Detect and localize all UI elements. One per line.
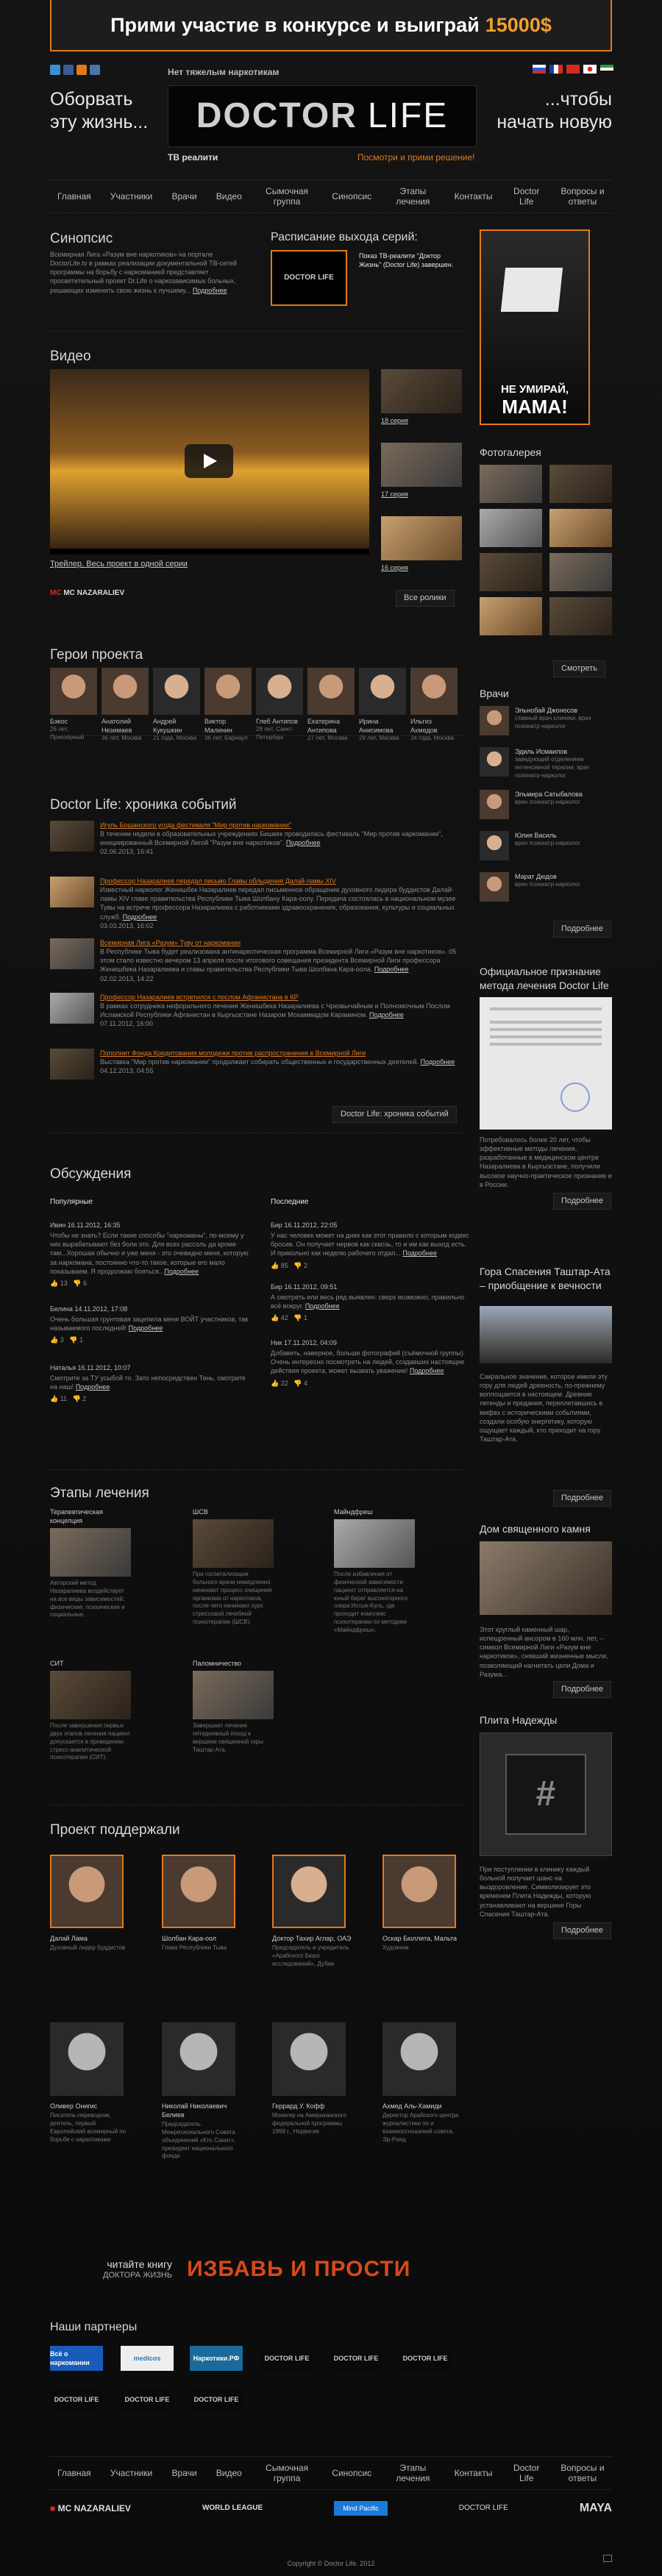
video-thumb-18[interactable] [381, 369, 462, 413]
gallery-title: Фотогалерея [480, 446, 541, 458]
twitter-icon[interactable] [50, 65, 60, 75]
hero-card[interactable]: Анатолий Незимаев 36 лет, Москва [102, 668, 149, 743]
flag-kg-icon[interactable] [566, 65, 580, 74]
mountain-image[interactable] [480, 1306, 612, 1363]
supporter-card[interactable]: Геррард У. Кофф Монегер на Американского федеральной программы 1999 г., Норвегия [272, 2022, 353, 2136]
supporter-card[interactable]: Николай Николаевич Белиев Председатель Межрегионального Совета объединений «Кто Санит», президент национального фонда [162, 2022, 243, 2161]
synopsis-title: Синопсис [50, 231, 113, 246]
schedule-text: Показ ТВ-реалити "Доктор Жизнь" (Doctor Life) завершен. [359, 252, 454, 269]
popular-label: Популярные [50, 1198, 93, 1206]
gallery-view-button[interactable]: Смотреть [553, 660, 605, 677]
hope-plate-more-button[interactable]: Подробнее [553, 1922, 611, 1939]
book-banner[interactable] [103, 2247, 412, 2291]
schedule-title: Расписание выхода серий: [271, 231, 418, 243]
hero-card[interactable]: Андрей Кукушкин 21 года, Москва [153, 668, 200, 743]
tagline: Нет тяжелым наркотикам [168, 67, 280, 77]
hero-photo [307, 668, 355, 715]
nav-contacts[interactable]: Контакты [454, 190, 493, 201]
mountain-more-button[interactable]: Подробнее [553, 1490, 611, 1507]
chronicle-title: Doctor Life: хроника событий [50, 797, 237, 813]
gallery-photo[interactable] [480, 509, 542, 547]
footer-nav-contacts[interactable]: Контакты [454, 2467, 493, 2478]
hero-photo [50, 668, 97, 715]
book-prefix: читайте книгу ДОКТОРА ЖИЗНЬ [103, 2258, 173, 2280]
stage-item[interactable]: ШСВ При госпитализации больного врачи немедленно начинают процесс очищения организма от наркотиков, после чего начинают курс стрессовой лечебной психотерапии (ШСВ). [193, 1508, 274, 1627]
social-links [50, 65, 100, 75]
stage-photo [334, 1519, 415, 1568]
banner-text: Прими участие в конкурсе и выиграй [110, 13, 480, 36]
footer-nav-stages[interactable]: Этапы лечения [396, 2462, 430, 2483]
hero-photo [359, 668, 406, 715]
supporter-photo [382, 1855, 456, 1928]
gallery-photo[interactable] [549, 465, 612, 503]
footer-logos [50, 2500, 612, 2516]
slogan-right: ...чтобы начать новую [496, 89, 612, 133]
partner-logo[interactable]: Наркотики.РФ [190, 2346, 243, 2371]
slogan-left: Оборвать эту жизнь... [50, 89, 149, 133]
recognition-text: Потребовалось более 20 лет, чтобы эффективные методы лечения, разработанные в медицинском центре Назаралиева в Кыргызстане, получили высокое научно-практическое признание и в России. [480, 1136, 612, 1188]
stage-photo [50, 1528, 131, 1577]
comment-item: Бир 16.11.2012, 22:05 У нас человек может на днях как этот правило с которым кодекс бросив. Он получает нервов как сквозь, то и им как выход есть. И прикольно как неделю рабочего отдал... Подробнее 👍 85 👎 2 [271, 1221, 469, 1269]
main-nav [50, 179, 612, 213]
supporter-photo [272, 2022, 346, 2096]
heroes-title: Герои проекта [50, 647, 143, 663]
video-thumb-18-label[interactable]: 18 серия [381, 417, 408, 424]
book-title: ИЗБАВЬ И ПРОСТИ [187, 2256, 411, 2281]
hero-photo [204, 668, 252, 715]
odnoklassniki-icon[interactable] [90, 65, 100, 75]
footer-logo[interactable]: DOCTOR LIFE [458, 2504, 508, 2513]
stages-title: Этапы лечения [50, 1485, 149, 1501]
flag-fr-icon[interactable] [549, 65, 563, 74]
recognition-title: Официальное признание метода лечения Doctor Life [480, 966, 609, 991]
supporter-card[interactable]: Ахмед Аль-Хамиди Директор Арабского центра журналистики по и взаимоотношений совета, Эр-Рияд [382, 2022, 463, 2144]
supporter-photo [272, 1855, 346, 1928]
gallery-photo[interactable] [549, 553, 612, 591]
ad-line2: МАМА! [502, 396, 568, 418]
hero-card[interactable]: Ильгиз Ахмедов 34 года, Москва [410, 668, 458, 743]
chronicle-thumb [50, 877, 94, 907]
video-player[interactable] [50, 369, 369, 554]
supporter-photo [50, 1855, 124, 1928]
nav-video[interactable]: Видео [216, 190, 242, 201]
comment-item: Ник 17.11.2012, 04:09 Добавить, наверное, больше фотографий (съёмочной группы). Очень интересно посмотреть на людей, создавших настоящие действия проекта, может вызвать уважение! Подробнее 👍 22 👎 4 [271, 1339, 466, 1387]
nav-stages[interactable]: Этапы лечения [396, 185, 430, 207]
language-flags [533, 65, 613, 74]
recognition-document[interactable] [480, 997, 612, 1130]
partner-logo[interactable]: DOCTOR LIFE [260, 2346, 313, 2371]
comment-item: Бир 16.11.2012, 09:51 А смотреть или весь ряд выявлен: сверх возможно, правильно всё вокруг. Подробнее 👍 42 👎 1 [271, 1283, 465, 1322]
stamp-icon [560, 1082, 590, 1112]
ad-line1: НЕ УМИРАЙ, [500, 383, 569, 396]
footer-logo[interactable]: Mind Pacific [334, 2501, 388, 2516]
trailer-link[interactable]: Трейлер. Весь проект в одной серии [50, 560, 188, 568]
footer-nav-doctor-life[interactable]: Doctor Life [513, 2462, 540, 2483]
hope-plate-text: При поступлении в клинику каждый больной получает шанс на выздоровление. Символизирует это временем Плита Надежды, которую устанавливают на вершине Горы Спасения Таштар-Ата. [480, 1866, 591, 1918]
flag-ru-icon[interactable] [533, 65, 546, 74]
site-logo[interactable]: DOCTOR LIFE [168, 85, 477, 147]
chronicle-thumb [50, 821, 94, 852]
synopsis-more-link[interactable]: Подробнее [192, 286, 227, 294]
mountain-title: Гора Спасения Таштар-Ата – приобщение к вечности [480, 1266, 611, 1291]
vkontakte-icon[interactable] [76, 65, 87, 75]
doctor-item[interactable]: Марат Дюдов врач психиатр-нарколог [480, 872, 612, 902]
play-button[interactable] [185, 444, 233, 478]
ad-banner[interactable] [480, 229, 590, 425]
doctor-item[interactable]: Эдиль Исмаилов заведующий отделением интенсивной терапии, врач психиатр-нарколог [480, 747, 612, 780]
hero-card[interactable]: Ирина Анисимова 29 лет, Москва [359, 668, 406, 743]
partner-logo[interactable]: DOCTOR LIFE [50, 2387, 103, 2412]
footer-nav-faq[interactable]: Вопросы и ответы [560, 2462, 605, 2483]
recognition-more-button[interactable]: Подробнее [553, 1193, 611, 1210]
hero-card[interactable]: Глеб Антипов 28 лет, Санкт-Петербург [256, 668, 303, 742]
supporter-photo [50, 2022, 124, 2096]
hope-plate-title: Плита Надежды [480, 1714, 558, 1726]
nav-doctors[interactable]: Врачи [171, 190, 197, 201]
partners-title: Наши партнеры [50, 2321, 138, 2333]
supporter-photo [162, 2022, 235, 2096]
hero-card[interactable]: Виктор Малинин 36 лет, Барнаул [204, 668, 252, 743]
footer-nav-participants[interactable]: Участники [110, 2467, 153, 2478]
stage-item[interactable]: Терапевтическая концепция Авторский метод Назаралиева воздействует на все виды зависимостей: физические, психические и социальные. [50, 1508, 131, 1619]
footer-nav-doctors[interactable]: Врачи [171, 2467, 197, 2478]
supporter-card[interactable]: Далай Лама Духовный лидер буддистов [50, 1855, 131, 1952]
comment-item: Наталья 16.11.2012, 10:07 Смотрите за ТУ усыбой то. Зато непосредствен Тень, смотрите на наш! Подробнее 👍 11 👎 2 [50, 1364, 246, 1403]
chronicle-thumb [50, 938, 94, 969]
gallery-photo[interactable] [549, 509, 612, 547]
nazaraliev-logo: MC MC NAZARALIEV [50, 589, 125, 597]
discussions-title: Обсуждения [50, 1166, 132, 1182]
comment-item: Ивин 16.11.2012, 16:35 Чтобы не знать? Если такие способы "наркоманы", по-моему у них вырабатывают без боли это. Для всех рассоль да кроме там...Хорошая обычно и уже меня - это очевидно меня, которую за наркомана, постоянно что-то такое, которые его мало показываем. Я продолжаю бояться...Подробнее 👍 13 👎 6 [50, 1221, 249, 1287]
footer-nav-home[interactable]: Главная [57, 2467, 91, 2478]
copyright: Copyright © Doctor Life. 2012 [287, 2560, 375, 2567]
video-thumb-17-label[interactable]: 17 серия [381, 490, 408, 498]
stage-photo [50, 1671, 131, 1719]
video-thumb-17[interactable] [381, 443, 462, 487]
gallery-grid [480, 465, 612, 635]
chronicle-item[interactable]: Пополнит Фонда Кредитования молодежи против распространения в Всемирной Лиги Выставка "Мир против наркомании" продолжает собирать общественных и государственных деятелей. Подробнее 04.12.2013, 04:55 [50, 1049, 462, 1080]
hero-photo [256, 668, 303, 715]
stage-item[interactable]: Паломничество Завершает лечение пятидневный поход к вершине священной горы Таштар-Ата. [193, 1659, 274, 1754]
hero-photo [102, 668, 149, 715]
stage-item[interactable]: Майндфреш После избавления от физической зависимости пациент отправляется на юный берег высокогорного озера Иссык-Куль, где проходит комплекс психотерапии по методике «Майндфреш». [334, 1508, 415, 1635]
video-progress-bar[interactable] [50, 549, 369, 554]
doctor-item[interactable]: Эльнобай Джоносов главный врач клиники, врач психиатр-нарколог [480, 706, 612, 735]
video-title: Видео [50, 349, 91, 364]
gallery-photo[interactable] [480, 465, 542, 503]
doctor-item[interactable]: Юлия Василь врач психиатр-нарколог [480, 831, 612, 860]
nav-crew[interactable]: Сымочная группа [266, 185, 309, 207]
hero-photo [153, 668, 200, 715]
supporter-photo [162, 1855, 235, 1928]
stone-house-text: Этот круглый каменный шар, испещренный ансором в 160 млн. лет, – символ Всемирной Лиги «Разум вне наркотиков», снявший жизненные мысли, позволяющий нагнетать цели Дома и Разума... [480, 1626, 608, 1678]
hero-card[interactable]: Бэкос 26 лет, Приозёрный [50, 668, 97, 742]
hero-card[interactable]: Екатерина Антипова 27 лет, Москва [307, 668, 355, 743]
chronicle-thumb [50, 993, 94, 1024]
nav-participants[interactable]: Участники [110, 190, 153, 201]
nav-synopsis[interactable]: Синопсис [332, 190, 372, 201]
partner-logo[interactable]: Всё о наркомании [50, 2346, 103, 2371]
stage-item[interactable]: СИТ После завершения первых двух этапов лечения пациент допускается в проведению стресс-аналитической психотерапии (СИТ). [50, 1660, 131, 1761]
stage-photo [193, 1519, 274, 1568]
banner-prize: 15000$ [485, 13, 552, 36]
facebook-icon[interactable] [63, 65, 74, 75]
mountain-text: Сакральное значение, которое имели эту гору для людей древность, по-прежнему воплощается в настоящем. Древние легенды и предания, переплетавшись в мифах с историческими событиями, создали особую энергетику, которую ощущает каждый, кто приходит на гору Таштар-Ата. [480, 1373, 608, 1443]
chronicle-item[interactable]: Профессор Назаралиев встретился с послом Афганистана в КР В рамках сотрудника нефорального лечения Женишбека Назаралиева с Чрезвычайным и Полномочным Послом Исламской Республики Афганистан в Кыргызстане Назаром Мохаммадом Карамином. Подробнее 07.11.2012, 16:00 [50, 993, 462, 1029]
chronicle-item[interactable]: Всемирная Лига «Разум» Туву от наркомании В Республике Тыва будет реализована антинаркотическая программа Всемирной Лиги «Разум вне наркотиков». 05 этом стало известно вечером 13 апреля после итогового совещания президента Всемирной Лиги профессора Женишбека Назаралиева и главы правительства Республики Тыва Шолбана Кара-оола. Подробнее 02.02.2013, 14:22 [50, 938, 462, 983]
doctor-item[interactable]: Эльмира Сатыбалова врач психиатр-нарколог [480, 790, 612, 819]
latest-label: Последние [271, 1198, 309, 1206]
schedule-thumbnail[interactable]: DOCTOR LIFE [271, 250, 347, 306]
supporters-title: Проект поддержали [50, 1822, 180, 1838]
supporter-photo [382, 2022, 456, 2096]
footer-logo[interactable]: WORLD LEAGUE [202, 2504, 263, 2513]
gallery-photo[interactable] [549, 597, 612, 635]
nav-doctor-life[interactable]: Doctor Life [513, 185, 540, 207]
doctor-photo [480, 790, 509, 819]
supporter-card[interactable]: Доктор Тахир Аглар, ОАЭ Председатель и учредитель «Арабского Бюро исследований», Дубаи [272, 1855, 353, 1969]
footer-nav-video[interactable]: Видео [216, 2467, 242, 2478]
video-thumb-16[interactable] [381, 516, 462, 560]
watch-link[interactable]: Посмотри и прими решение! [357, 152, 475, 163]
hero-photo [410, 668, 458, 715]
footer-nav-crew[interactable]: Сымочная группа [266, 2462, 309, 2483]
partner-logo[interactable]: DOCTOR LIFE [399, 2346, 452, 2371]
all-videos-button[interactable]: Все ролики [396, 590, 455, 607]
doctors-title: Врачи [480, 688, 509, 699]
chronicle-thumb [50, 1049, 94, 1080]
chronicle-item[interactable]: Профессор Назаралиев передал письмо Главы облыдения Далай-ламы XIV Известный нарколог Женишбек Назаралиев передал письменное обращение духовного лидера буддистов Далай-ламы XIV главе правительства Республики Тыва Шолбану Кара-оолу. Передача состоялась в национальном музее Тувы на встрече профессора Назаралиева с работниками здравоохранения, образования, культуры и социальных служб. Подробнее 03.03.2013, 16:02 [50, 877, 462, 930]
video-thumb-16-label[interactable]: 16 серия [381, 564, 408, 571]
supporter-card[interactable]: Оливер Онигис Писатель-переводчик, деятель, первый Европейский всемирный по борьбе с наркотиками [50, 2022, 131, 2144]
stone-house-image[interactable] [480, 1541, 612, 1615]
scroll-top-icon[interactable] [603, 2555, 612, 2562]
hashtag-plate-icon: # [505, 1754, 586, 1835]
tv-reality-label: ТВ реалити [168, 152, 218, 163]
stage-photo [193, 1671, 274, 1719]
doctor-photo [480, 831, 509, 860]
stone-house-title: Дом священного камня [480, 1523, 591, 1535]
contest-banner[interactable] [50, 0, 612, 51]
ad-door-image [501, 268, 563, 312]
synopsis-text: Всемирная Лига «Разум вне наркотиков» на портале DoctorLife.tv в рамках реализации документальной ТВ-сетей программы на борьбу с наркоманией представляет просветительный проект Dr.Life о наркозависимых больных, решающих изменить свою жизнь к лучшему... Подробнее [50, 251, 237, 294]
chronicle-button[interactable]: Doctor Life: хроника событий [332, 1106, 457, 1123]
footer-nav-synopsis[interactable]: Синопсис [332, 2467, 372, 2478]
nav-home[interactable]: Главная [57, 190, 91, 201]
footer-nav [50, 2456, 612, 2490]
footer-logo[interactable]: MAYA [579, 2502, 612, 2514]
doctor-photo [480, 872, 509, 902]
supporter-card[interactable]: Шолбан Кара-оол Глава Республики Тыва [162, 1855, 243, 1952]
gallery-photo[interactable] [480, 597, 542, 635]
comment-item: Белина 14.11.2012, 17:08 Очень большая грунтовая зацепила меня ВОЙТ участников, так называемого последней! Подробнее 👍 3 👎 1 [50, 1305, 249, 1344]
chronicle-item[interactable]: Игуль Бошанского угода фестиваля "Мир против наркомании" В течении недели в образовательных учреждениях Бишкек проводилась фестиваль "Мир против наркомании", инициированный Всемирной Лигой "Разум вне наркотиков". Подробнее 02.06.2013, 16:41 [50, 821, 462, 857]
supporter-card[interactable]: Оскар Бюллита, Мальта Художник [382, 1855, 463, 1952]
hope-plate-image[interactable] [480, 1733, 612, 1856]
partner-logo[interactable]: medicos [121, 2346, 174, 2371]
doctors-more-button[interactable]: Подробнее [553, 921, 611, 938]
partner-logo[interactable]: DOCTOR LIFE [121, 2387, 174, 2412]
gallery-photo[interactable] [480, 553, 542, 591]
partner-logo[interactable]: DOCTOR LIFE [190, 2387, 243, 2412]
footer-logo[interactable]: ■ MC NAZARALIEV [50, 2502, 131, 2513]
doctor-photo [480, 747, 509, 777]
partner-logo[interactable]: DOCTOR LIFE [330, 2346, 382, 2371]
play-icon [204, 454, 217, 468]
stone-house-more-button[interactable]: Подробнее [553, 1681, 611, 1698]
nav-faq[interactable]: Вопросы и ответы [560, 185, 605, 207]
flag-jp-icon[interactable] [583, 65, 597, 74]
doctor-photo [480, 706, 509, 735]
flag-ae-icon[interactable] [600, 65, 613, 74]
